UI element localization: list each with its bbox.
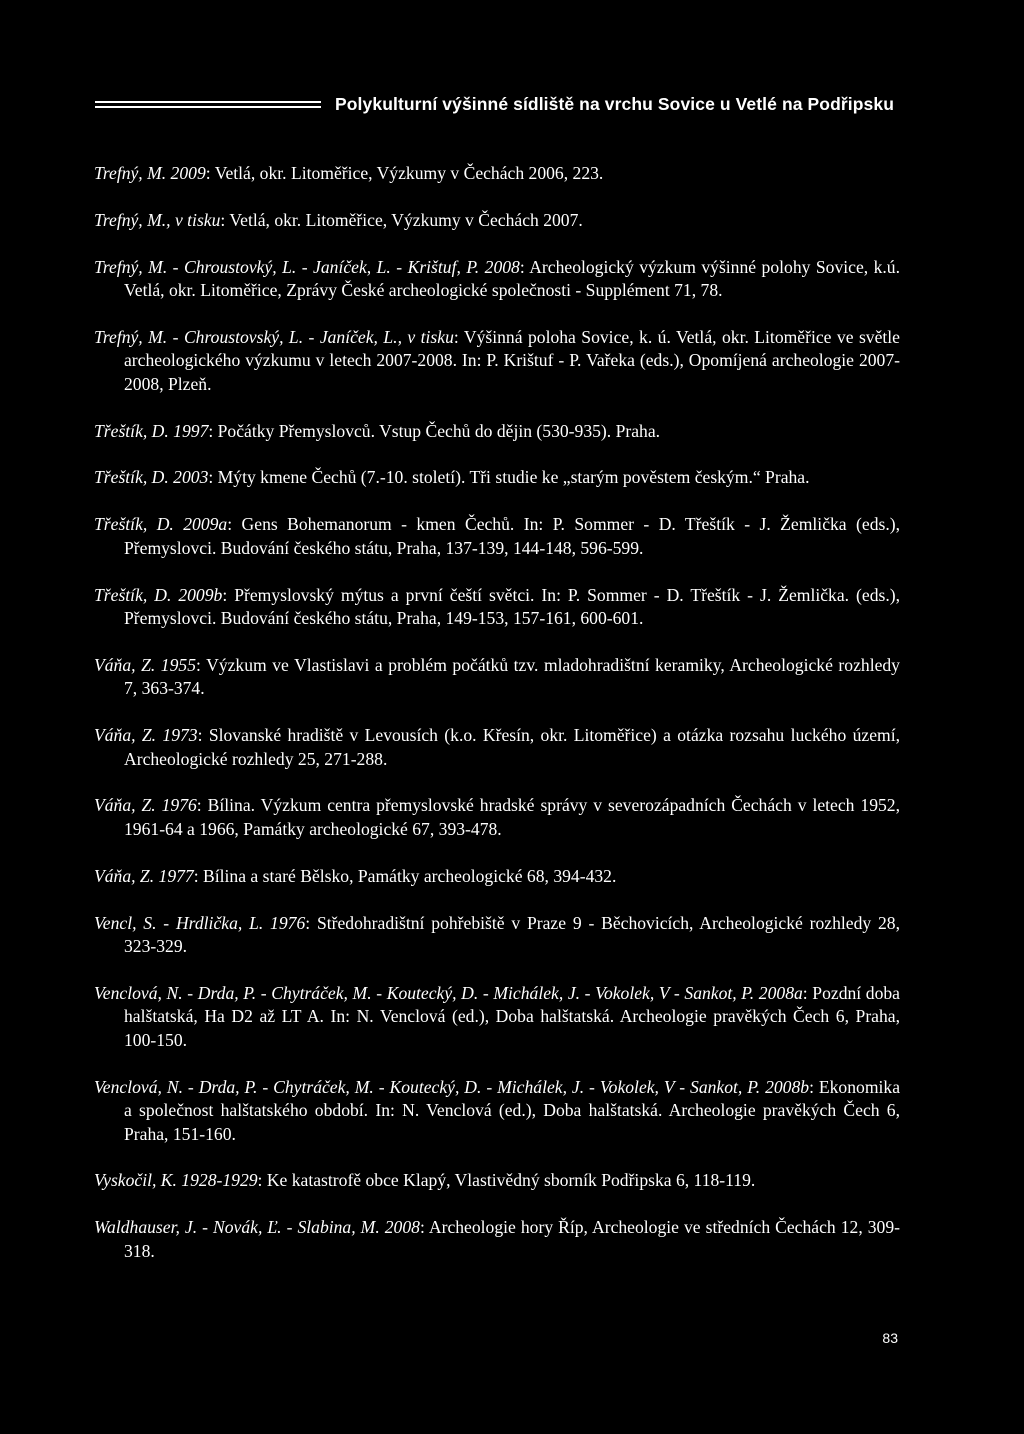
reference-author: Venclová, N. - Drda, P. - Chytráček, M. - Koutecký, D. - Michálek, J. - Vokolek, V - Sankot, P. 2008b [94, 1076, 810, 1097]
reference-author: Váňa, Z. 1955 [94, 654, 196, 675]
reference-text: : Bílina a staré Bělsko, Památky archeologické 68, 394-432. [193, 865, 617, 886]
reference-entry [94, 420, 900, 444]
running-header-title: Polykulturní výšinné sídliště na vrchu Sovice u Vetlé na Podřipsku [335, 94, 894, 114]
reference-entry [94, 865, 900, 889]
reference-entry [94, 982, 900, 1053]
reference-text: : Ke katastrofě obce Klapý, Vlastivědný sborník Podřipska 6, 118-119. [257, 1170, 756, 1191]
reference-list [94, 162, 900, 1263]
reference-text: : Pozdní doba halštatská, Ha D2 až LT A. In: N. Venclová (ed.), Doba halštatská. Archeologie pravěkých Čech 6, Praha, 100-150. [124, 982, 900, 1050]
reference-author: Váňa, Z. 1976 [94, 795, 197, 816]
reference-text: : Výzkum ve Vlastislavi a problém počátků tzv. mladohradištní keramiky, Archeologické rozhledy 7, 363-374. [124, 654, 900, 699]
reference-author: Váňa, Z. 1977 [94, 865, 194, 886]
reference-author: Trefný, M. - Chroustovký, L. - Janíček, L. - Krištuf, P. 2008 [94, 256, 520, 277]
reference-text: : Mýty kmene Čechů (7.-10. století). Tři studie ke „starým pověstem českým.“ Praha. [208, 467, 810, 488]
page-number: 83 [882, 1330, 898, 1346]
reference-author: Třeštík, D. 2003 [94, 467, 209, 488]
reference-entry [94, 326, 900, 397]
reference-entry [94, 912, 900, 959]
reference-text: : Přemyslovský mýtus a první čeští světci. In: P. Sommer - D. Třeštík - J. Žemlička. (eds.), Přemyslovci. Budování českého státu, Praha, 149-153, 157-161, 600-601. [124, 584, 901, 629]
reference-text: : Středohradištní pohřebiště v Praze 9 - Běchovicích, Archeologické rozhledy 28, 323-329. [124, 912, 900, 957]
reference-entry [94, 1076, 900, 1147]
reference-text: : Slovanské hradiště v Levousích (k.o. Křesín, okr. Litoměřice) a otázka rozsahu luckého území, Archeologické rozhledy 25, 271-288. [124, 725, 900, 769]
reference-author: Vencl, S. - Hrdlička, L. 1976 [94, 912, 306, 933]
reference-author: Venclová, N. - Drda, P. - Chytráček, M. - Koutecký, D. - Michálek, J. - Vokolek, V - Sankot, P. 2008a [94, 982, 803, 1003]
reference-author: Waldhauser, J. - Novák, Ľ. - Slabina, M. 2008 [94, 1217, 420, 1238]
reference-text: : Bílina. Výzkum centra přemyslovské hradské správy v severozápadních Čechách v letech 1952, 1961-64 a 1966, Památky archeologické 67, 393-478. [124, 795, 900, 839]
header-rule [95, 101, 321, 108]
reference-entry [94, 1169, 900, 1193]
reference-author: Trefný, M. 2009 [94, 163, 206, 183]
reference-entry [94, 513, 900, 560]
reference-author: Trefný, M., v tisku [94, 209, 221, 230]
reference-entry [94, 654, 900, 701]
reference-text: : Vetlá, okr. Litoměřice, Výzkumy v Čechách 2007. [220, 209, 583, 230]
reference-text: : Archeologie hory Říp, Archeologie ve středních Čechách 12, 309-318. [124, 1217, 900, 1261]
reference-text: : Gens Bohemanorum - kmen Čechů. In: P. Sommer - D. Třeštík - J. Žemlička (eds.), Přemyslovci. Budování českého státu, Praha, 137-139, 144-148, 596-599. [124, 514, 901, 558]
reference-entry [94, 209, 900, 233]
reference-entry [94, 724, 900, 771]
reference-author: Třeštík, D. 2009a [94, 514, 228, 535]
reference-author: Třeštík, D. 1997 [94, 420, 209, 441]
reference-author: Vyskočil, K. 1928-1929 [94, 1170, 258, 1191]
reference-entry [94, 256, 900, 303]
reference-text: : Vetlá, okr. Litoměřice, Výzkumy v Čechách 2006, 223. [205, 163, 604, 183]
reference-text: : Počátky Přemyslovců. Vstup Čechů do dějin (530-935). Praha. [208, 420, 661, 441]
reference-author: Třeštík, D. 2009b [94, 584, 223, 605]
reference-entry [94, 466, 900, 490]
reference-author: Váňa, Z. 1973 [94, 725, 198, 746]
reference-author: Trefný, M. - Chroustovský, L. - Janíček, L., v tisku [94, 326, 454, 347]
reference-entry [94, 162, 900, 186]
reference-text: : Archeologický výzkum výšinné polohy Sovice, k.ú. Vetlá, okr. Litoměřice, Zprávy České archeologické společnosti - Supplément 71, 78. [124, 256, 900, 301]
reference-entry [94, 1216, 900, 1263]
reference-text: : Ekonomika a společnost halštatského období. In: N. Venclová (ed.), Doba halštatská. Archeologie pravěkých Čech 6, Praha, 151-160. [124, 1076, 900, 1144]
reference-entry [94, 794, 900, 841]
reference-text: : Výšinná poloha Sovice, k. ú. Vetlá, okr. Litoměřice ve světle archeologického výzkumu v letech 2007-2008. In: P. Krištuf - P. Vařeka (eds.), Opomíjená archeologie 2007-2008, Plzeň. [124, 326, 900, 394]
reference-entry [94, 584, 900, 631]
